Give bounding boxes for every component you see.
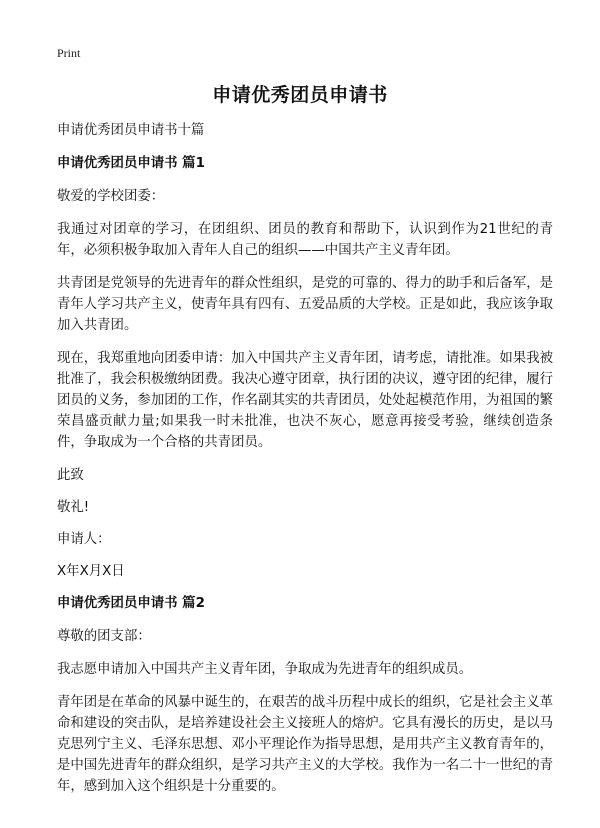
section-1-paragraph: 我通过对团章的学习，在团组织、团员的教育和帮助下，认识到作为21世纪的青年，必须积极争取加入青年人自己的组织——中国共产主义青年团。 <box>57 222 553 258</box>
section-heading-1: 申请优秀团员申请书 篇1 <box>57 156 205 171</box>
section-2-paragraph: 我志愿申请加入中国共产主义青年团，争取成为先进青年的组织成员。 <box>57 662 473 677</box>
section-1-date: X年X月X日 <box>57 564 125 579</box>
section-1-applicant: 申请人： <box>57 532 111 547</box>
document-subtitle: 申请优秀团员申请书十篇 <box>57 123 205 138</box>
section-1-closing: 此致 <box>57 468 84 483</box>
print-link[interactable]: Print <box>57 46 81 60</box>
section-2-paragraph: 青年团是在革命的风暴中诞生的，在艰苦的战斗历程中成长的组织，它是社会主义革命和建设的突击队，是培养建设社会主义接班人的熔炉。它具有漫长的历史，是以马克思列宁主义、毛泽东思想、邓小平理论作为指导思想，是用共产主义教育青年的，是中国先进青年的群众组织，是学习共产主义的大学校。我作为一名二十一世纪的青年，感到加入这个组织是十分重要的。 <box>57 695 553 794</box>
document-body <box>57 120 553 809</box>
section-1-salute: 敬礼! <box>57 500 90 515</box>
section-2-greeting: 尊敬的团支部： <box>57 629 151 644</box>
section-heading-2: 申请优秀团员申请书 篇2 <box>57 596 205 611</box>
section-1-greeting: 敬爱的学校团委： <box>57 189 165 204</box>
section-1-paragraph: 现在，我郑重地向团委申请：加入中国共产主义青年团，请考虑，请批准。如果我被批准了，我会积极缴纳团费。我决心遵守团章，执行团的决议，遵守团的纪律，履行团员的义务，参加团的工作，作名副其实的共青团员，处处起模范作用，为祖国的繁荣昌盛贡献力量;如果我一时未批准，也决不灰心，愿意再接受考验，继续创造条件，争取成为一个合格的共青团员。 <box>57 351 553 450</box>
document-title: 申请优秀团员申请书 <box>212 84 388 106</box>
section-1-paragraph: 共青团是党领导的先进青年的群众性组织，是党的可靠的、得力的助手和后备军，是青年人学习共产主义，使青年具有四有、五爱品质的大学校。正是如此，我应该争取加入共青团。 <box>57 276 553 333</box>
